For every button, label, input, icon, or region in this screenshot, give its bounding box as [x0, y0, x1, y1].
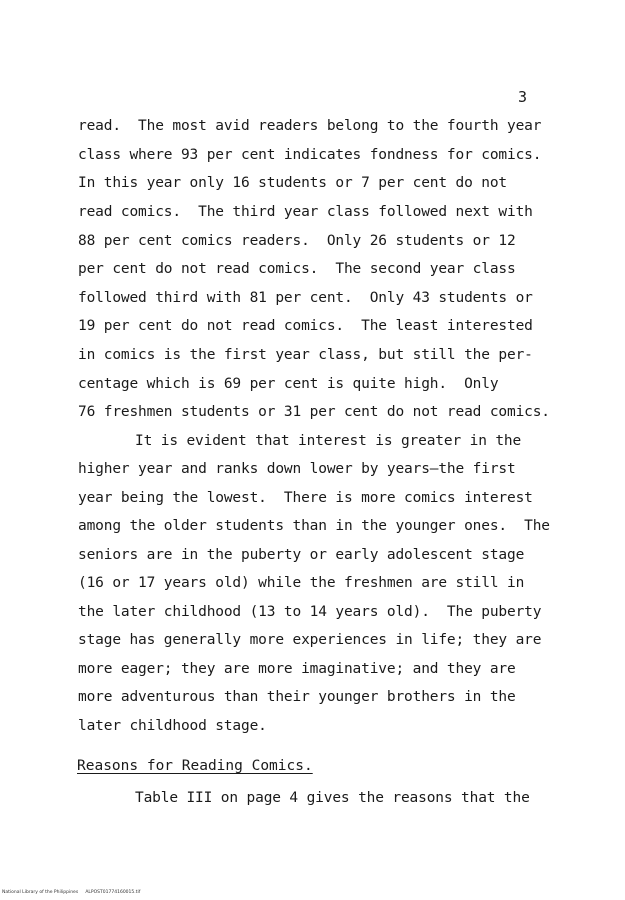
text-line: seniors are in the puberty or early adolescent stage	[78, 547, 525, 563]
text-line: read. The most avid readers belong to the fourth year	[78, 118, 542, 134]
text-line: centage which is 69 per cent is quite high. Only	[78, 376, 499, 392]
paragraph-first-line: Table III on page 4 gives the reasons that the	[135, 790, 530, 806]
text-line: 88 per cent comics readers. Only 26 students or 12	[78, 233, 516, 249]
text-line: (16 or 17 years old) while the freshmen are still in	[78, 575, 525, 591]
text-line: later childhood stage.	[78, 718, 267, 734]
text-line: read comics. The third year class followed next with	[78, 204, 533, 220]
text-line: the later childhood (13 to 14 years old). The puberty	[78, 604, 542, 620]
text-line: 76 freshmen students or 31 per cent do not read comics.	[78, 404, 550, 420]
paragraph-first-line: It is evident that interest is greater in the	[135, 433, 522, 449]
scan-footer: National Library of the Philippines ALPOST01774160015.tif	[2, 890, 141, 895]
section-heading: Reasons for Reading Comics.	[77, 758, 313, 774]
text-line: per cent do not read comics. The second year class	[78, 261, 516, 277]
text-line: more adventurous than their younger brothers in the	[78, 689, 516, 705]
text-line: stage has generally more experiences in life; they are	[78, 632, 542, 648]
text-line: more eager; they are more imaginative; and they are	[78, 661, 516, 677]
text-line: 19 per cent do not read comics. The least interested	[78, 318, 533, 334]
text-line: followed third with 81 per cent. Only 43 students or	[78, 290, 533, 306]
text-line: class where 93 per cent indicates fondness for comics.	[78, 147, 542, 163]
text-line: year being the lowest. There is more comics interest	[78, 490, 533, 506]
text-line: in comics is the first year class, but still the per-	[78, 347, 533, 363]
page-number: 3	[518, 88, 528, 106]
text-line: among the older students than in the younger ones. The	[78, 518, 550, 534]
text-line: In this year only 16 students or 7 per cent do not	[78, 175, 507, 191]
text-line: higher year and ranks down lower by years—the first	[78, 461, 516, 477]
